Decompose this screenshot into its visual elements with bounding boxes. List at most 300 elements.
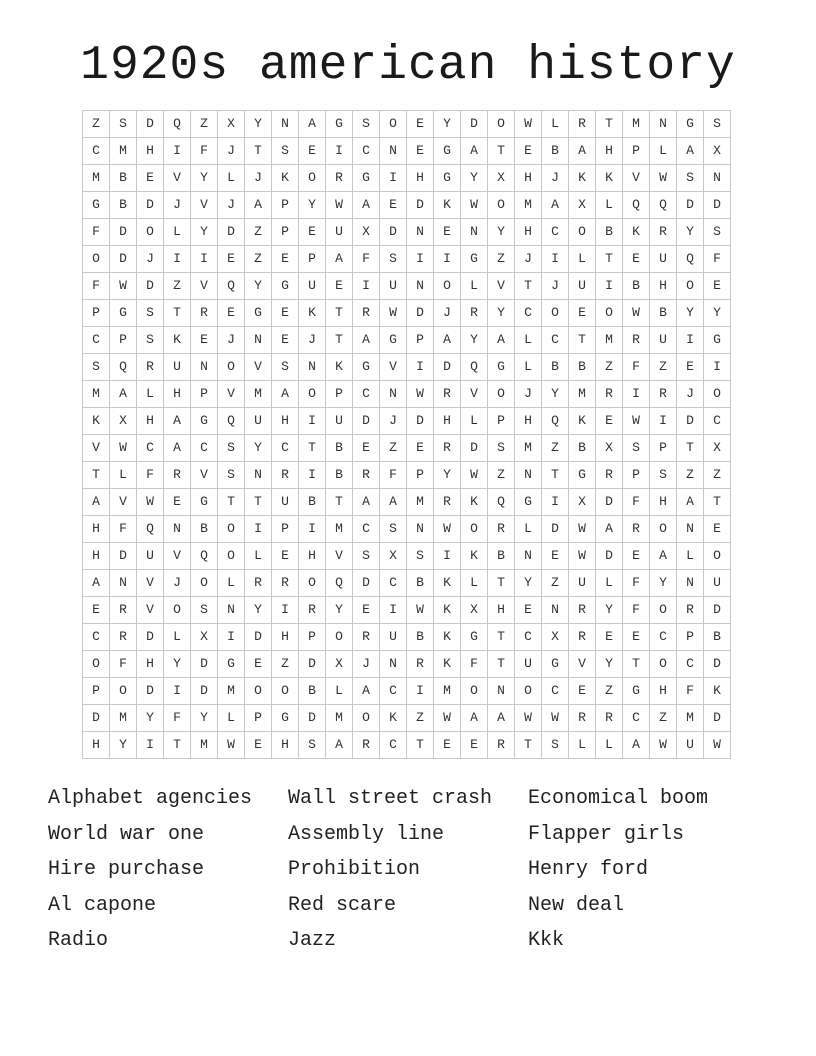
grid-cell[interactable]: G: [326, 111, 353, 138]
grid-cell[interactable]: Z: [272, 651, 299, 678]
grid-cell[interactable]: H: [515, 165, 542, 192]
grid-cell[interactable]: Y: [434, 111, 461, 138]
grid-cell[interactable]: O: [299, 165, 326, 192]
grid-cell[interactable]: L: [677, 543, 704, 570]
grid-cell[interactable]: I: [164, 138, 191, 165]
grid-cell[interactable]: W: [623, 300, 650, 327]
grid-cell[interactable]: M: [245, 381, 272, 408]
grid-cell[interactable]: H: [164, 381, 191, 408]
grid-cell[interactable]: Y: [191, 219, 218, 246]
grid-cell[interactable]: Y: [137, 705, 164, 732]
grid-cell[interactable]: R: [434, 381, 461, 408]
grid-cell[interactable]: G: [569, 462, 596, 489]
grid-cell[interactable]: G: [434, 165, 461, 192]
grid-cell[interactable]: E: [272, 246, 299, 273]
grid-cell[interactable]: G: [353, 354, 380, 381]
grid-cell[interactable]: P: [623, 138, 650, 165]
grid-cell[interactable]: B: [191, 516, 218, 543]
grid-cell[interactable]: W: [569, 516, 596, 543]
grid-cell[interactable]: X: [704, 435, 731, 462]
grid-cell[interactable]: B: [488, 543, 515, 570]
grid-cell[interactable]: V: [218, 381, 245, 408]
grid-cell[interactable]: G: [380, 327, 407, 354]
grid-cell[interactable]: K: [434, 597, 461, 624]
grid-cell[interactable]: C: [380, 678, 407, 705]
grid-cell[interactable]: W: [623, 408, 650, 435]
grid-cell[interactable]: G: [272, 273, 299, 300]
grid-cell[interactable]: V: [110, 489, 137, 516]
grid-cell[interactable]: W: [110, 273, 137, 300]
grid-cell[interactable]: L: [569, 732, 596, 759]
grid-cell[interactable]: A: [164, 408, 191, 435]
grid-cell[interactable]: R: [245, 570, 272, 597]
grid-cell[interactable]: G: [461, 624, 488, 651]
grid-cell[interactable]: R: [461, 300, 488, 327]
grid-cell[interactable]: C: [542, 327, 569, 354]
grid-cell[interactable]: T: [569, 327, 596, 354]
grid-cell[interactable]: Y: [677, 300, 704, 327]
grid-cell[interactable]: M: [623, 111, 650, 138]
grid-cell[interactable]: O: [110, 678, 137, 705]
grid-cell[interactable]: C: [272, 435, 299, 462]
grid-cell[interactable]: E: [434, 732, 461, 759]
grid-cell[interactable]: D: [704, 597, 731, 624]
grid-cell[interactable]: R: [650, 219, 677, 246]
grid-cell[interactable]: U: [245, 408, 272, 435]
grid-cell[interactable]: F: [380, 462, 407, 489]
grid-cell[interactable]: O: [218, 516, 245, 543]
grid-cell[interactable]: C: [137, 435, 164, 462]
grid-cell[interactable]: I: [407, 354, 434, 381]
grid-cell[interactable]: Z: [488, 246, 515, 273]
grid-cell[interactable]: E: [461, 732, 488, 759]
grid-cell[interactable]: J: [218, 327, 245, 354]
grid-cell[interactable]: C: [542, 678, 569, 705]
grid-cell[interactable]: W: [434, 516, 461, 543]
grid-cell[interactable]: A: [245, 192, 272, 219]
grid-cell[interactable]: L: [164, 219, 191, 246]
grid-cell[interactable]: D: [218, 219, 245, 246]
grid-cell[interactable]: E: [542, 543, 569, 570]
grid-cell[interactable]: H: [137, 408, 164, 435]
grid-cell[interactable]: J: [299, 327, 326, 354]
grid-cell[interactable]: H: [650, 489, 677, 516]
grid-cell[interactable]: C: [380, 732, 407, 759]
grid-cell[interactable]: Z: [407, 705, 434, 732]
grid-cell[interactable]: W: [461, 462, 488, 489]
grid-cell[interactable]: Z: [245, 246, 272, 273]
grid-cell[interactable]: L: [164, 624, 191, 651]
grid-cell[interactable]: G: [218, 651, 245, 678]
grid-cell[interactable]: P: [407, 462, 434, 489]
grid-cell[interactable]: X: [542, 624, 569, 651]
grid-cell[interactable]: W: [650, 732, 677, 759]
grid-cell[interactable]: H: [272, 624, 299, 651]
grid-cell[interactable]: C: [83, 624, 110, 651]
grid-cell[interactable]: O: [245, 678, 272, 705]
grid-cell[interactable]: L: [461, 273, 488, 300]
grid-cell[interactable]: G: [353, 165, 380, 192]
grid-cell[interactable]: R: [569, 705, 596, 732]
grid-cell[interactable]: A: [542, 192, 569, 219]
grid-cell[interactable]: V: [137, 570, 164, 597]
grid-cell[interactable]: D: [596, 489, 623, 516]
grid-cell[interactable]: H: [515, 219, 542, 246]
grid-cell[interactable]: R: [569, 111, 596, 138]
grid-cell[interactable]: H: [650, 273, 677, 300]
grid-cell[interactable]: K: [434, 624, 461, 651]
grid-cell[interactable]: O: [164, 597, 191, 624]
grid-cell[interactable]: S: [353, 543, 380, 570]
grid-cell[interactable]: F: [353, 246, 380, 273]
grid-cell[interactable]: C: [353, 138, 380, 165]
grid-cell[interactable]: G: [515, 489, 542, 516]
grid-cell[interactable]: G: [191, 408, 218, 435]
grid-cell[interactable]: N: [677, 516, 704, 543]
grid-cell[interactable]: H: [650, 678, 677, 705]
grid-cell[interactable]: O: [704, 543, 731, 570]
grid-cell[interactable]: O: [299, 570, 326, 597]
grid-cell[interactable]: D: [677, 192, 704, 219]
grid-cell[interactable]: H: [596, 138, 623, 165]
grid-cell[interactable]: W: [704, 732, 731, 759]
grid-cell[interactable]: L: [596, 570, 623, 597]
grid-cell[interactable]: D: [299, 705, 326, 732]
grid-cell[interactable]: Y: [299, 192, 326, 219]
grid-cell[interactable]: U: [326, 219, 353, 246]
grid-cell[interactable]: P: [191, 381, 218, 408]
grid-cell[interactable]: E: [623, 624, 650, 651]
grid-cell[interactable]: E: [569, 678, 596, 705]
grid-cell[interactable]: O: [299, 381, 326, 408]
grid-cell[interactable]: D: [407, 300, 434, 327]
grid-cell[interactable]: P: [245, 705, 272, 732]
grid-cell[interactable]: N: [110, 570, 137, 597]
grid-cell[interactable]: C: [83, 327, 110, 354]
grid-cell[interactable]: S: [137, 300, 164, 327]
grid-cell[interactable]: B: [704, 624, 731, 651]
grid-cell[interactable]: H: [488, 597, 515, 624]
grid-cell[interactable]: J: [164, 192, 191, 219]
grid-cell[interactable]: I: [137, 732, 164, 759]
grid-cell[interactable]: B: [542, 354, 569, 381]
grid-cell[interactable]: E: [245, 651, 272, 678]
grid-cell[interactable]: D: [596, 543, 623, 570]
grid-cell[interactable]: I: [407, 246, 434, 273]
grid-cell[interactable]: E: [596, 624, 623, 651]
grid-cell[interactable]: G: [542, 651, 569, 678]
grid-cell[interactable]: T: [596, 111, 623, 138]
grid-cell[interactable]: Y: [191, 165, 218, 192]
grid-cell[interactable]: T: [326, 489, 353, 516]
grid-cell[interactable]: S: [704, 111, 731, 138]
grid-cell[interactable]: E: [623, 543, 650, 570]
grid-cell[interactable]: O: [191, 570, 218, 597]
grid-cell[interactable]: I: [353, 273, 380, 300]
grid-cell[interactable]: Z: [650, 705, 677, 732]
grid-cell[interactable]: M: [218, 678, 245, 705]
grid-cell[interactable]: I: [542, 246, 569, 273]
grid-cell[interactable]: A: [623, 732, 650, 759]
grid-cell[interactable]: Q: [461, 354, 488, 381]
grid-cell[interactable]: I: [704, 354, 731, 381]
grid-cell[interactable]: O: [83, 246, 110, 273]
grid-cell[interactable]: E: [272, 543, 299, 570]
grid-cell[interactable]: E: [596, 408, 623, 435]
grid-cell[interactable]: A: [677, 489, 704, 516]
grid-cell[interactable]: D: [380, 219, 407, 246]
grid-cell[interactable]: D: [83, 705, 110, 732]
grid-cell[interactable]: L: [515, 516, 542, 543]
grid-cell[interactable]: R: [353, 300, 380, 327]
grid-cell[interactable]: P: [299, 624, 326, 651]
grid-cell[interactable]: R: [110, 624, 137, 651]
grid-cell[interactable]: J: [434, 300, 461, 327]
grid-cell[interactable]: L: [461, 408, 488, 435]
grid-cell[interactable]: M: [326, 516, 353, 543]
grid-cell[interactable]: J: [542, 273, 569, 300]
grid-cell[interactable]: T: [488, 651, 515, 678]
grid-cell[interactable]: R: [650, 381, 677, 408]
grid-cell[interactable]: O: [488, 111, 515, 138]
grid-cell[interactable]: L: [650, 138, 677, 165]
grid-cell[interactable]: D: [704, 705, 731, 732]
grid-cell[interactable]: Z: [83, 111, 110, 138]
grid-cell[interactable]: E: [164, 489, 191, 516]
grid-cell[interactable]: Y: [515, 570, 542, 597]
grid-cell[interactable]: Q: [623, 192, 650, 219]
grid-cell[interactable]: M: [677, 705, 704, 732]
grid-cell[interactable]: W: [407, 381, 434, 408]
grid-cell[interactable]: Y: [245, 435, 272, 462]
grid-cell[interactable]: W: [407, 597, 434, 624]
grid-cell[interactable]: Z: [245, 219, 272, 246]
grid-cell[interactable]: A: [488, 705, 515, 732]
grid-cell[interactable]: O: [326, 624, 353, 651]
grid-cell[interactable]: Y: [650, 570, 677, 597]
grid-cell[interactable]: H: [272, 408, 299, 435]
grid-cell[interactable]: W: [137, 489, 164, 516]
grid-cell[interactable]: N: [407, 273, 434, 300]
grid-cell[interactable]: Q: [218, 273, 245, 300]
grid-cell[interactable]: E: [515, 138, 542, 165]
grid-cell[interactable]: C: [353, 516, 380, 543]
grid-cell[interactable]: E: [434, 219, 461, 246]
grid-cell[interactable]: R: [110, 597, 137, 624]
grid-cell[interactable]: W: [110, 435, 137, 462]
grid-cell[interactable]: N: [380, 651, 407, 678]
grid-cell[interactable]: A: [380, 489, 407, 516]
grid-cell[interactable]: O: [596, 300, 623, 327]
grid-cell[interactable]: W: [461, 192, 488, 219]
grid-cell[interactable]: O: [461, 516, 488, 543]
grid-cell[interactable]: I: [677, 327, 704, 354]
grid-cell[interactable]: C: [650, 624, 677, 651]
grid-cell[interactable]: F: [623, 597, 650, 624]
grid-cell[interactable]: W: [218, 732, 245, 759]
grid-cell[interactable]: P: [623, 462, 650, 489]
grid-cell[interactable]: E: [299, 219, 326, 246]
grid-cell[interactable]: G: [272, 705, 299, 732]
grid-cell[interactable]: I: [299, 462, 326, 489]
grid-cell[interactable]: S: [380, 246, 407, 273]
grid-cell[interactable]: X: [569, 192, 596, 219]
grid-cell[interactable]: I: [299, 516, 326, 543]
grid-cell[interactable]: L: [569, 246, 596, 273]
grid-cell[interactable]: B: [569, 354, 596, 381]
grid-cell[interactable]: D: [299, 651, 326, 678]
grid-cell[interactable]: S: [542, 732, 569, 759]
grid-cell[interactable]: P: [488, 408, 515, 435]
grid-cell[interactable]: V: [623, 165, 650, 192]
grid-cell[interactable]: J: [245, 165, 272, 192]
grid-cell[interactable]: S: [380, 516, 407, 543]
grid-cell[interactable]: Q: [110, 354, 137, 381]
grid-cell[interactable]: O: [488, 381, 515, 408]
grid-cell[interactable]: D: [245, 624, 272, 651]
grid-cell[interactable]: L: [326, 678, 353, 705]
grid-cell[interactable]: R: [191, 300, 218, 327]
grid-cell[interactable]: K: [623, 219, 650, 246]
grid-cell[interactable]: Y: [434, 462, 461, 489]
grid-cell[interactable]: S: [704, 219, 731, 246]
grid-cell[interactable]: V: [191, 273, 218, 300]
grid-cell[interactable]: J: [164, 570, 191, 597]
grid-cell[interactable]: S: [218, 462, 245, 489]
grid-cell[interactable]: F: [623, 354, 650, 381]
grid-cell[interactable]: Y: [461, 165, 488, 192]
grid-cell[interactable]: T: [245, 138, 272, 165]
grid-cell[interactable]: G: [488, 354, 515, 381]
grid-cell[interactable]: W: [650, 165, 677, 192]
grid-cell[interactable]: B: [542, 138, 569, 165]
grid-cell[interactable]: U: [677, 732, 704, 759]
grid-cell[interactable]: A: [110, 381, 137, 408]
grid-cell[interactable]: D: [434, 354, 461, 381]
grid-cell[interactable]: R: [272, 570, 299, 597]
grid-cell[interactable]: B: [110, 165, 137, 192]
grid-cell[interactable]: T: [488, 138, 515, 165]
grid-cell[interactable]: D: [704, 192, 731, 219]
grid-cell[interactable]: O: [704, 381, 731, 408]
grid-cell[interactable]: T: [299, 435, 326, 462]
grid-cell[interactable]: O: [650, 597, 677, 624]
grid-cell[interactable]: A: [461, 705, 488, 732]
grid-cell[interactable]: U: [164, 354, 191, 381]
grid-cell[interactable]: R: [353, 732, 380, 759]
grid-cell[interactable]: O: [542, 300, 569, 327]
grid-cell[interactable]: U: [704, 570, 731, 597]
grid-cell[interactable]: B: [299, 678, 326, 705]
grid-cell[interactable]: K: [461, 489, 488, 516]
grid-cell[interactable]: T: [623, 651, 650, 678]
grid-cell[interactable]: T: [677, 435, 704, 462]
grid-cell[interactable]: H: [515, 408, 542, 435]
grid-cell[interactable]: F: [110, 516, 137, 543]
grid-cell[interactable]: T: [326, 300, 353, 327]
grid-cell[interactable]: U: [299, 273, 326, 300]
grid-cell[interactable]: G: [461, 246, 488, 273]
grid-cell[interactable]: A: [326, 732, 353, 759]
grid-cell[interactable]: Z: [677, 462, 704, 489]
grid-cell[interactable]: S: [191, 597, 218, 624]
grid-cell[interactable]: B: [569, 435, 596, 462]
grid-cell[interactable]: D: [110, 543, 137, 570]
grid-cell[interactable]: R: [272, 462, 299, 489]
grid-cell[interactable]: F: [623, 489, 650, 516]
grid-cell[interactable]: R: [623, 327, 650, 354]
grid-cell[interactable]: T: [245, 489, 272, 516]
grid-cell[interactable]: D: [137, 624, 164, 651]
grid-cell[interactable]: R: [434, 489, 461, 516]
grid-cell[interactable]: N: [218, 597, 245, 624]
grid-cell[interactable]: M: [326, 705, 353, 732]
grid-cell[interactable]: M: [515, 192, 542, 219]
grid-cell[interactable]: I: [191, 246, 218, 273]
grid-cell[interactable]: I: [434, 246, 461, 273]
grid-cell[interactable]: S: [137, 327, 164, 354]
grid-cell[interactable]: H: [407, 165, 434, 192]
grid-cell[interactable]: O: [515, 678, 542, 705]
grid-cell[interactable]: R: [353, 624, 380, 651]
grid-cell[interactable]: E: [623, 246, 650, 273]
grid-cell[interactable]: I: [407, 678, 434, 705]
grid-cell[interactable]: Z: [380, 435, 407, 462]
grid-cell[interactable]: A: [353, 678, 380, 705]
grid-cell[interactable]: A: [569, 138, 596, 165]
grid-cell[interactable]: Z: [704, 462, 731, 489]
grid-cell[interactable]: E: [218, 246, 245, 273]
grid-cell[interactable]: X: [110, 408, 137, 435]
grid-cell[interactable]: M: [110, 705, 137, 732]
grid-cell[interactable]: C: [515, 624, 542, 651]
grid-cell[interactable]: N: [191, 354, 218, 381]
grid-cell[interactable]: M: [191, 732, 218, 759]
grid-cell[interactable]: N: [542, 597, 569, 624]
grid-cell[interactable]: D: [191, 678, 218, 705]
grid-cell[interactable]: E: [137, 165, 164, 192]
grid-cell[interactable]: T: [326, 327, 353, 354]
grid-cell[interactable]: I: [596, 273, 623, 300]
grid-cell[interactable]: M: [110, 138, 137, 165]
grid-cell[interactable]: H: [272, 732, 299, 759]
grid-cell[interactable]: X: [191, 624, 218, 651]
grid-cell[interactable]: F: [191, 138, 218, 165]
grid-cell[interactable]: G: [677, 111, 704, 138]
grid-cell[interactable]: T: [488, 624, 515, 651]
grid-cell[interactable]: S: [623, 435, 650, 462]
grid-cell[interactable]: Q: [164, 111, 191, 138]
grid-cell[interactable]: E: [299, 138, 326, 165]
grid-cell[interactable]: E: [245, 732, 272, 759]
grid-cell[interactable]: U: [650, 246, 677, 273]
grid-cell[interactable]: L: [542, 111, 569, 138]
grid-cell[interactable]: L: [245, 543, 272, 570]
grid-cell[interactable]: D: [137, 273, 164, 300]
grid-cell[interactable]: U: [569, 273, 596, 300]
grid-cell[interactable]: G: [704, 327, 731, 354]
grid-cell[interactable]: W: [542, 705, 569, 732]
grid-cell[interactable]: J: [218, 192, 245, 219]
grid-cell[interactable]: O: [380, 111, 407, 138]
grid-cell[interactable]: E: [407, 111, 434, 138]
grid-cell[interactable]: X: [596, 435, 623, 462]
grid-cell[interactable]: J: [677, 381, 704, 408]
grid-cell[interactable]: V: [191, 462, 218, 489]
grid-cell[interactable]: X: [218, 111, 245, 138]
grid-cell[interactable]: R: [596, 705, 623, 732]
grid-cell[interactable]: T: [218, 489, 245, 516]
